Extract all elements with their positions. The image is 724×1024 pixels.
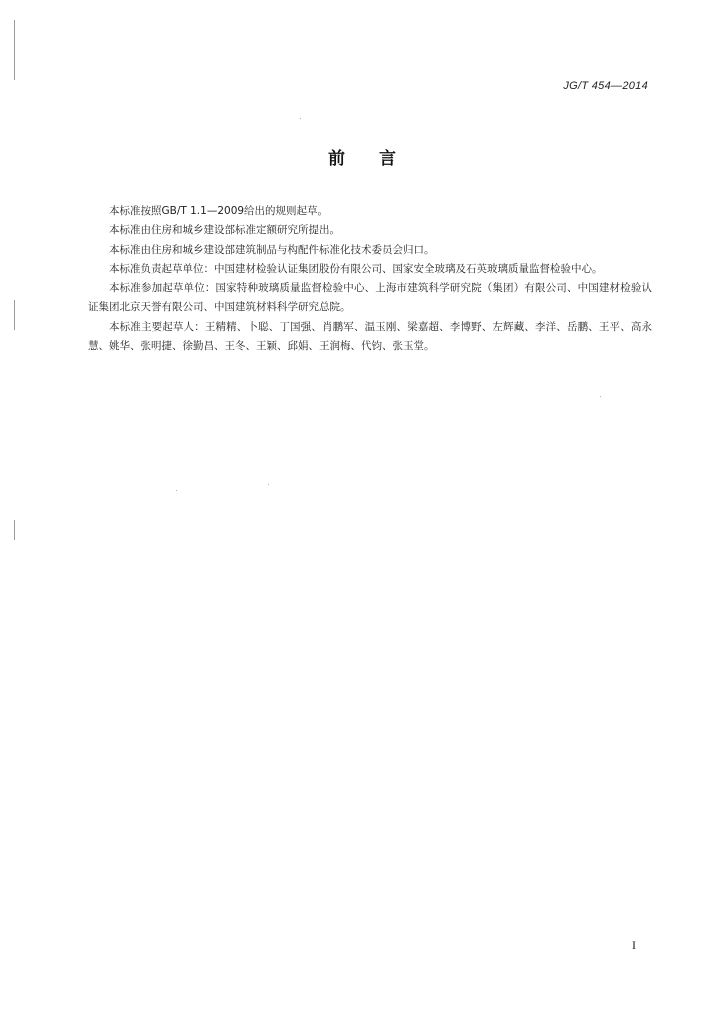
paragraph-proposed-by: 本标准由住房和城乡建设部标准定额研究所提出。 xyxy=(109,224,340,237)
page-title: 前言 xyxy=(328,149,430,169)
scan-speck xyxy=(600,396,601,397)
paragraph-participating-units: 本标准参加起草单位：国家特种玻璃质量监督检验中心、上海市建筑科学研究院（集团）有限公司、中国建材检验认证集团北京天誉有限公司、中国建筑材料科学研究总院。 xyxy=(88,282,652,314)
scan-artifact xyxy=(14,520,15,540)
scan-speck xyxy=(176,490,177,491)
scan-artifact xyxy=(14,300,15,330)
page-number: I xyxy=(632,938,636,952)
paragraph-under-jurisdiction: 本标准由住房和城乡建设部建筑制品与构配件标准化技术委员会归口。 xyxy=(109,243,435,256)
paragraph-drafting-rules: 本标准按照GB/T 1.1—2009给出的规则起草。 xyxy=(109,205,329,217)
standard-number: JG/T 454—2014 xyxy=(563,80,648,92)
paragraph-drafters: 本标准主要起草人：王精精、卜聪、丁国强、肖鹏军、温玉刚、梁嘉超、李博野、左辉藏、李洋、岳鹏、王平、高永慧、姚华、张明捷、徐勤昌、王冬、王颖、邱娟、王润梅、代钧、张玉堂。 xyxy=(88,320,652,353)
scan-speck xyxy=(300,118,301,119)
scan-artifact xyxy=(14,20,15,80)
paragraph-drafting-unit: 本标准负责起草单位：中国建材检验认证集团股份有限公司、国家安全玻璃及石英玻璃质量监督检验中心。 xyxy=(109,262,603,275)
foreword-body xyxy=(88,202,652,356)
scan-speck xyxy=(268,484,269,485)
